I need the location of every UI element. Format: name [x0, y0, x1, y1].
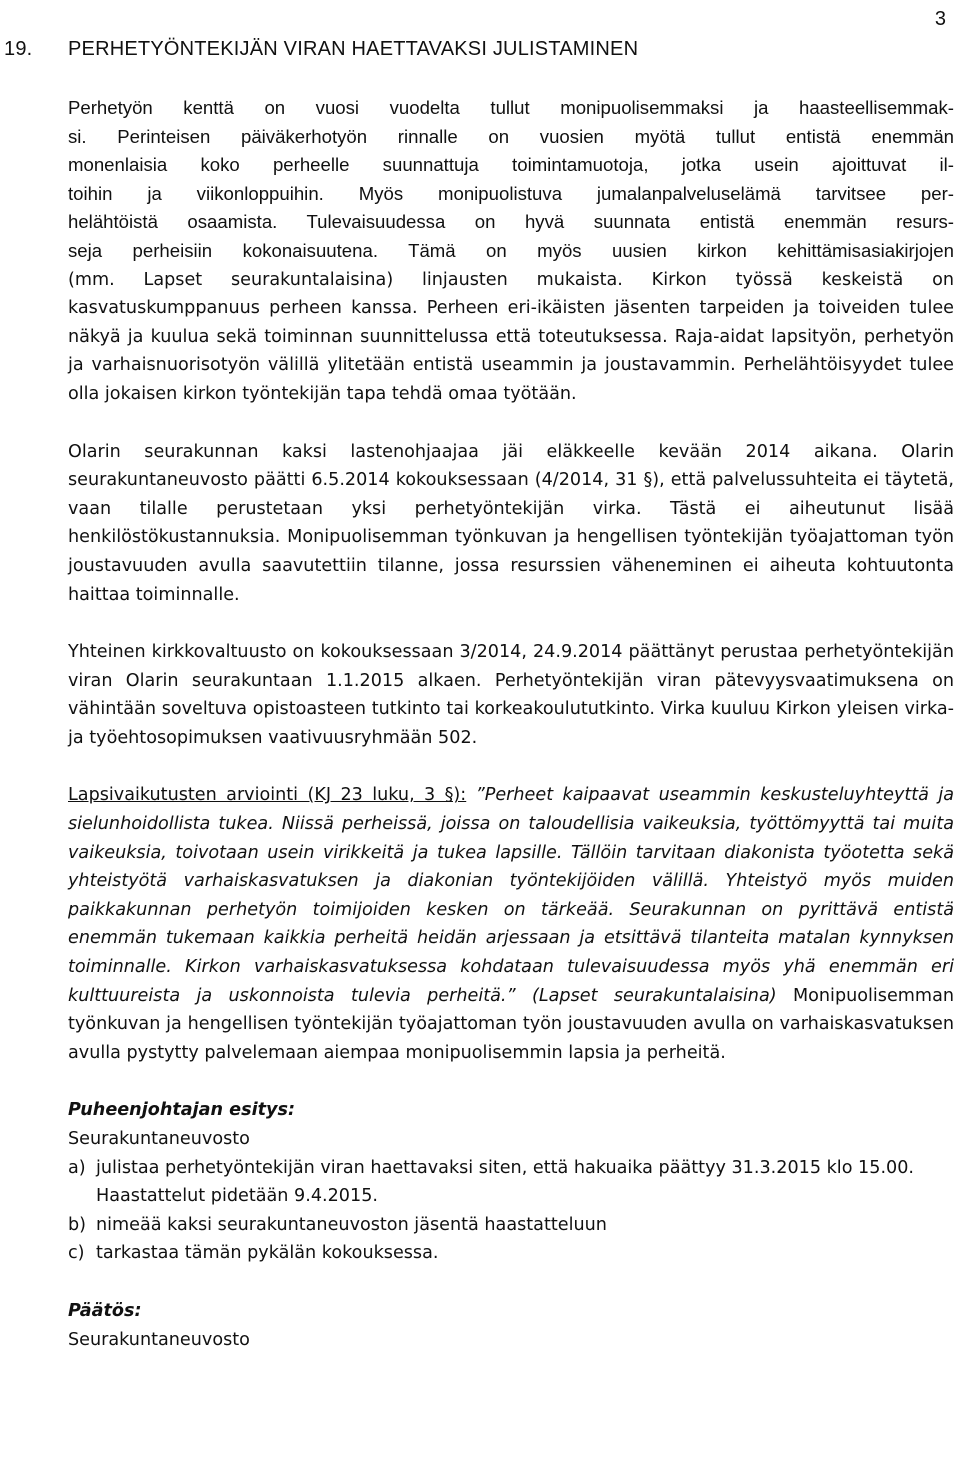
list-marker: c): [68, 1243, 85, 1264]
paragraph-lapsivaikutukset: [68, 781, 954, 1067]
proposal-list: [68, 1154, 954, 1268]
paragraph-line: si. Perinteisen päiväkerhotyön rinnalle on vuosien myötä tullut entistä enemmän: [68, 125, 954, 147]
paragraph-line: seja perheisiin kokonaisuutena. Tämä on myös uusien kirkon kehittämisasiakirjojen: [68, 239, 954, 261]
paragraph-olari: Olarin seurakunnan kaksi lastenohjaajaa jäi eläkkeelle kevään 2014 aikana. Olarin seurakuntaneuvosto päätti 6.5.2014 kokouksessaan (4/2014, 31 §), että palvelussuhteita ei täytetä, vaan tilalle perustetaan yksi perhetyöntekijän virka. Tästä ei aiheutunut lisää henkilöstökustannuksia. Monipuolisemman työnkuvan ja hengellisen työntekijän työajattoman työn joustavuuden avulla saavutettiin tilanne, jossa resurssien väheneminen ei aiheuta kohtuutonta haittaa toiminnalle.: [68, 441, 954, 605]
section-title: PERHETYÖNTEKIJÄN VIRAN HAETTAVAKSI JULISTAMINEN: [68, 38, 639, 60]
section-heading: [4, 38, 638, 61]
lapsivaikutus-quote: ”Perheet kaipaavat useammin keskusteluyhteyttä ja sielunhoidollista tukea. Niissä perheissä, joissa on taloudellisia vaikeuksia, työttömyyttä tai muita vaikeuksia, toivotaan usein virikkeitä ja tukea lapsille. Tällöin tarvitaan diakonista työotetta sekä yhteistyötä varhaiskasvatuksen ja diakonian työntekijöiden välillä. Yhteistyö myös muiden paikkakunnan perhetyön toimijoiden kesken on tärkeää. Seurakunnan on pyrittävä entistä enemmän tukemaan kaikkia perheitä heidän arjessaan ja etsittävä tilanteita matalan kynnyksen toiminnalle. Kirkon varhaiskasvatuksessa kohdataan tulevaisuudessa myös yhä enemmän eri kulttuureista ja uskonnoista tulevia perheitä.” (Lapset seurakuntalaisina): [68, 785, 954, 1006]
decision-section: [68, 1297, 954, 1354]
proposal-body: Seurakuntaneuvosto: [68, 1129, 250, 1149]
paragraph-rest: (mm. Lapset seurakuntalaisina) linjausten mukaista. Kirkon työssä keskeistä on kasvatuskumppanuus perheen kanssa. Perheen eri-ikäisten jäsenten tarpeiden ja toiveiden tulee näkyä ja kuulua sekä toiminnan suunnittelussa että toteutuksessa. Raja-aidat lapsityön, perhetyön ja varhaisnuorisotyön välillä ylitetään entistä useammin ja joustavammin. Perhelähtöisyydet tulee olla jokaisen kirkon työntekijän tapa tehdä omaa työtään.: [68, 269, 954, 404]
lapsivaikutus-label: Lapsivaikutusten arviointi (KJ 23 luku, 3 §):: [68, 785, 467, 806]
list-item-text: julistaa perhetyöntekijän viran haettavaksi siten, että hakuaika päättyy 31.3.2015 klo 15.00. Haastattelut pidetään 9.4.2015.: [96, 1157, 915, 1207]
proposal-section: [68, 1096, 954, 1268]
list-item: [68, 1154, 954, 1211]
paragraph-line: helähtöistä osaamista. Tulevaisuudessa on hyvä suunnata entistä enemmän resurs-: [68, 211, 954, 233]
list-marker: a): [68, 1157, 86, 1178]
proposal-heading: Puheenjohtajan esitys:: [68, 1100, 296, 1121]
paragraph-kirkkovaltuusto: Yhteinen kirkkovaltuusto on kokouksessaan 3/2014, 24.9.2014 päättänyt perustaa perhetyöntekijän viran Olarin seurakuntaan 1.1.2015 alkaen. Perhetyöntekijän viran pätevyysvaatimuksena on vähintään soveltuva opistoasteen tutkinto tai korkeakoulututkinto. Virka kuuluu Kirkon yleisen virka- ja työehtosopimuksen vaativuusryhmään 502.: [68, 642, 954, 748]
page-number: 3: [934, 8, 946, 30]
decision-body: Seurakuntaneuvosto: [68, 1329, 250, 1350]
list-item-text: tarkastaa tämän pykälän kokouksessa.: [96, 1243, 439, 1264]
paragraph-line: toihin ja viikonloppuihin. Myös monipuolistuva jumalanpalveluselämä tarvitsee per-: [68, 182, 954, 204]
paragraph-line: Perhetyön kenttä on vuosi vuodelta tullut monipuolisemmaksi ja haasteellisemmak-: [68, 97, 954, 118]
lapsivaikutus-rest: Monipuolisemman työnkuvan ja hengellisen työntekijän työajattoman työn joustavuuden avulla on varhaiskasvatuksen avulla pystytty palvelemaan aiempaa monipuolisemmin lapsia ja perheitä.: [68, 985, 954, 1063]
list-marker: b): [68, 1214, 87, 1235]
decision-heading: Päätös:: [68, 1300, 142, 1321]
list-item-text: nimeää kaksi seurakuntaneuvoston jäsentä haastatteluun: [96, 1214, 607, 1235]
document-body: [68, 94, 954, 1378]
paragraph-line: monenlaisia koko perheelle suunnattuja toimintamuotoja, jotka usein ajoittuvat il-: [68, 154, 954, 176]
section-number: 19.: [4, 38, 33, 60]
list-item: [68, 1211, 954, 1240]
paragraph-perhetyo: [68, 94, 954, 409]
list-item: [68, 1239, 954, 1268]
